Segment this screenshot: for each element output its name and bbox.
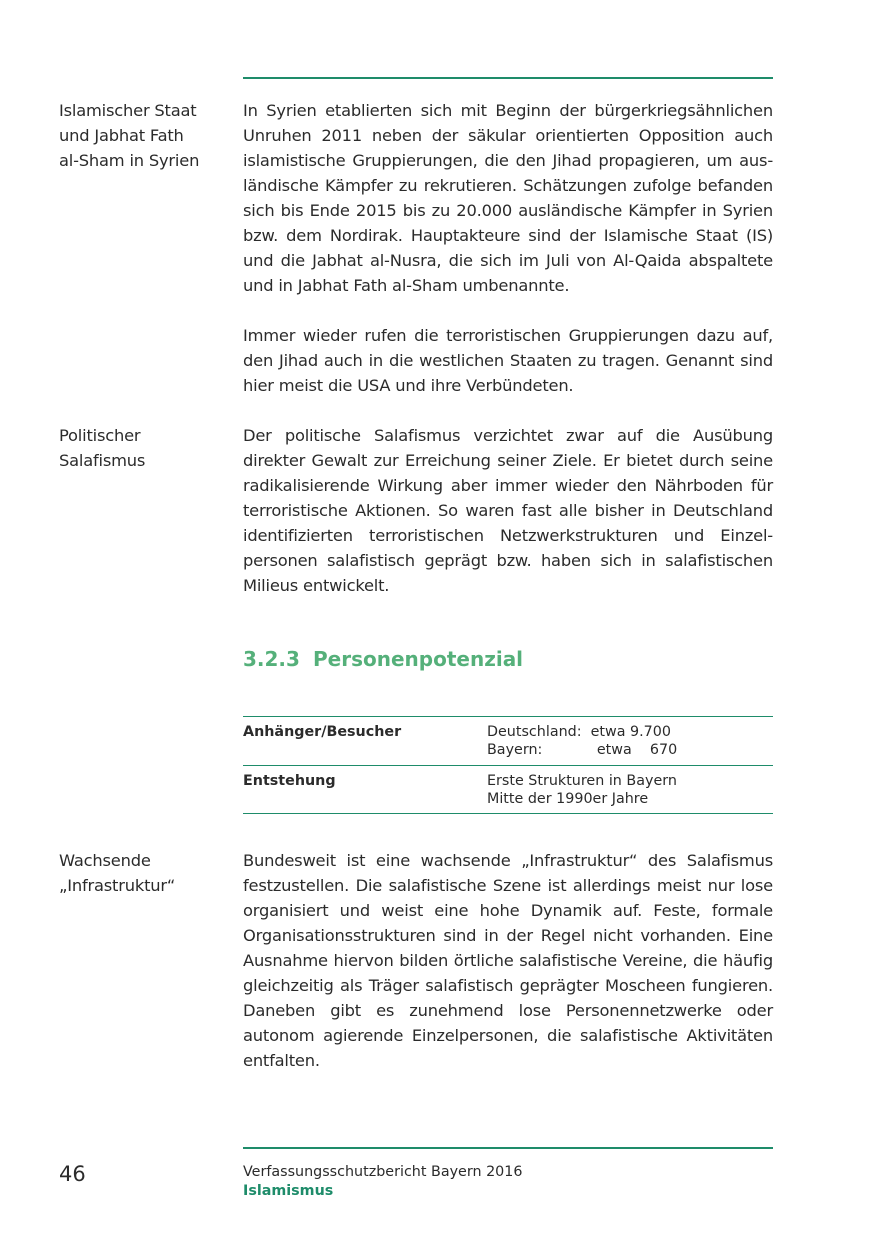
margin-note-infrastructure: Wachsende „Infrastruktur“ [59, 851, 176, 895]
top-rule [243, 77, 773, 79]
section-heading [243, 647, 523, 671]
footer [243, 1163, 522, 1201]
footer-title: Verfassungsschutzbericht Bayern 2016 [243, 1164, 523, 1180]
page-number: 46 [59, 1162, 86, 1186]
section-title: Personenpotenzial [313, 647, 524, 671]
paragraph-political-salafism: Der politische Salafismus verzichtet zwar auf die Ausübung direkter Gewalt zur Erreichung seiner Ziele. Er bietet durch seine radikalisierende Wirkung aber immer wieder den Nährboden für terroristische Aktionen. So waren fast alle bisher in Deutschland identifizierten terroristischen Netzwerkstrukturen und Einzel- personen salafistisch geprägt bzw. haben sich in salafistischen Milieus entwickelt. [243, 426, 773, 595]
table-rule [243, 716, 773, 717]
footer-rule [243, 1147, 773, 1149]
paragraph-syria: In Syrien etablierten sich mit Beginn der bürgerkriegsähnlichen Unruhen 2011 neben der säkular orientierten Opposition auch islamistische Gruppierungen, die den Jihad propagieren, um aus- ländische Kämpfer zu rekrutieren. Schätzungen zufolge befanden sich bis Ende 2015 bis zu 20.000 ausländische Kämpfer in Syrien bzw. dem Nordirak. Hauptakteure sind der Islamische Staat (IS) und die Jabhat al-Nusra, die sich im Juli von Al-Qaida abspaltete und in Jabhat Fath al-Sham umbenannte. [243, 101, 773, 295]
paragraph-jihad-west: Immer wieder rufen die terroristischen Gruppierungen dazu auf, den Jihad auch in die westlichen Staaten zu tragen. Genannt sind hier meist die USA und ihre Verbündeten. [243, 326, 773, 395]
table-rule [243, 765, 773, 766]
footer-subtitle: Islamismus [243, 1183, 334, 1199]
paragraph-infrastructure: Bundesweit ist eine wachsende „Infrastruktur“ des Salafismus festzustellen. Die salafistische Szene ist allerdings meist nur lose organisiert und weist eine hohe Dynamik auf. Feste, formale Organisationsstrukturen sind in der Regel nicht vorhanden. Eine Ausnahme hiervon bilden örtliche salafistische Vereine, die häufig gleichzeitig als Träger salafistisch geprägter Moscheen fungieren. Daneben gibt es zunehmend lose Personennetzwerke oder autonom agierende Einzelpersonen, die salafistische Aktivitäten entfalten. [243, 851, 773, 1070]
margin-note-islamic-state: Islamischer Staat und Jabhat Fath al-Sham in Syrien [59, 101, 200, 170]
section-number: 3.2.3 [243, 647, 300, 671]
margin-note-political-salafism: Politischer Salafismus [59, 426, 146, 470]
table-rule [243, 813, 773, 814]
